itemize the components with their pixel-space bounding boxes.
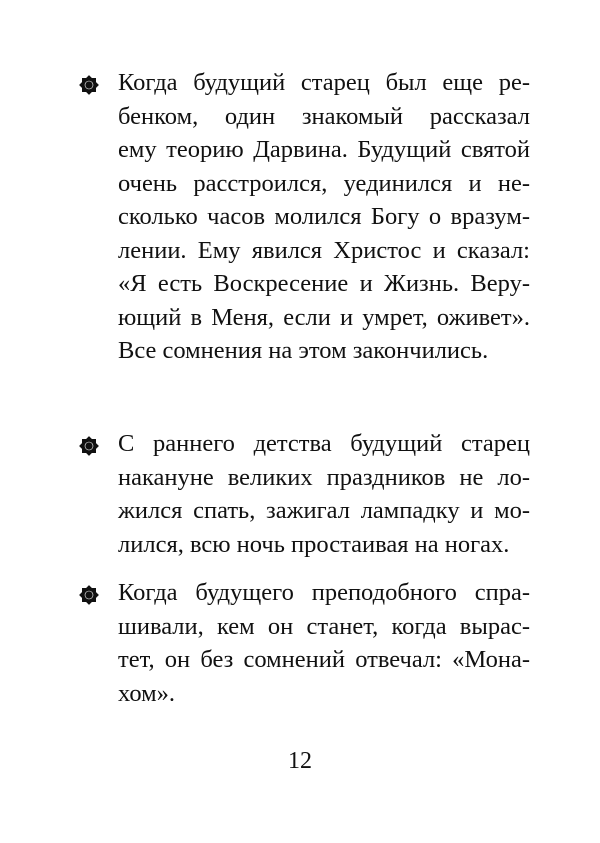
text-line: С раннего детства будущий старец (118, 430, 530, 457)
bullet-item-2 (118, 427, 530, 561)
text-line: шивали, кем он станет, когда вырас- (118, 612, 530, 640)
text-line: лении. Ему явился Христос и сказал: (118, 236, 530, 264)
text-line: ющий в Меня, если и умрет, оживет». (118, 303, 530, 331)
text-line: накануне великих праздников не ло- (118, 463, 530, 491)
text-line: лился, всю ночь простаивая на ногах. (118, 530, 510, 558)
text-line: Когда будущий старец был еще ре- (118, 69, 530, 96)
page-number: 12 (288, 748, 312, 774)
text-line: ему теорию Дарвина. Будущий святой (118, 136, 530, 163)
star-octagram-icon (78, 74, 100, 96)
text-line: очень расстроился, уединился и не- (118, 169, 530, 197)
text-line: бенком, один знакомый рассказал (118, 102, 530, 130)
text-line: сколько часов молился Богу о вразум- (118, 203, 530, 230)
text-line: тет, он без сомнений отвечал: «Мона- (118, 646, 530, 673)
text-line: хом». (118, 679, 175, 707)
bullet-item-3 (118, 576, 530, 710)
bullet-item-1 (118, 66, 530, 368)
text-line: Все сомнения на этом закончились. (118, 337, 489, 364)
star-octagram-icon (78, 584, 100, 606)
star-octagram-icon (78, 435, 100, 457)
text-line: «Я есть Воскресение и Жизнь. Веру- (118, 270, 530, 297)
text-line: Когда будущего преподобного спра- (118, 579, 530, 606)
text-line: жился спать, зажигал лампадку и мо- (118, 497, 530, 524)
